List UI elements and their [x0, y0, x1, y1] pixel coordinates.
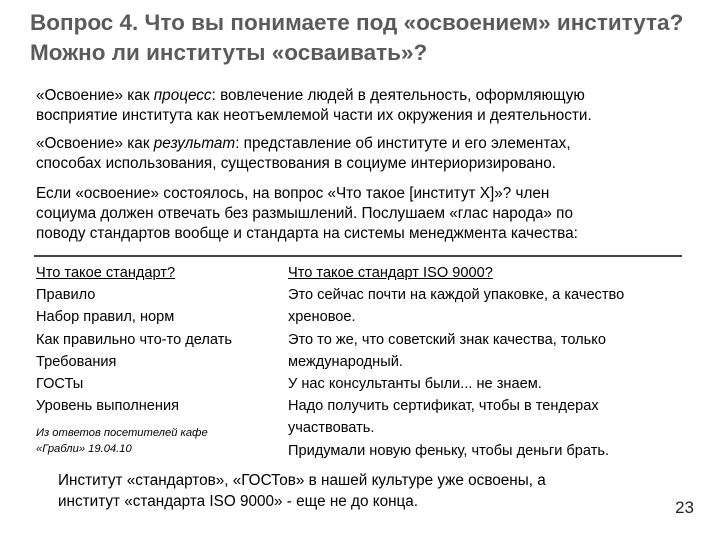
process-term: процесс [153, 87, 212, 104]
divider-line [34, 255, 682, 257]
left-list-item: Уровень выполнения [36, 398, 180, 415]
process-text: : вовлечение людей в деятельность, оформляющую восприятие института как неотъемлемой части их окружения и деятельности. [36, 87, 592, 124]
right-list-item: международный. [288, 353, 403, 370]
right-list-item: участвовать. [288, 420, 375, 437]
source-note: Из ответов посетителей кафе «Грабли» 19.04.10 [36, 427, 208, 455]
left-column [36, 262, 281, 417]
process-definition [36, 86, 696, 126]
slide-title: Вопрос 4. Что вы понимаете под «освоением» института? Можно ли институты «осваивать»? [30, 10, 684, 65]
result-definition [36, 134, 696, 174]
left-list-item: Требования [36, 353, 117, 370]
right-list-item: У нас консультанты были... не знаем. [288, 376, 542, 393]
result-term: результат [153, 135, 236, 152]
right-list-item: хреновое. [288, 309, 356, 326]
right-list-item: Это то же, что советский знак качества, только [288, 331, 606, 348]
right-list-item: Это сейчас почти на каждой упаковке, а качество [288, 287, 625, 304]
left-list-item: Набор правил, норм [36, 309, 175, 326]
result-prefix: «Освоение» как [36, 135, 154, 152]
conclusion-text: Институт «стандартов», «ГОСТов» в нашей культуре уже освоены, а институт «стандарта ISO 9000» - еще не до конца. [58, 472, 546, 510]
page-number: 23 [675, 498, 694, 517]
right-column-header: Что такое стандарт ISO 9000? [288, 265, 493, 281]
right-list-item: Надо получить сертификат, чтобы в тендерах [288, 398, 599, 415]
voice-of-people-intro: Если «освоение» состоялось, на вопрос «Что такое [институт X]»? член социума должен отвечать без размышлений. Послушаем «глас народа» по поводу стандартов вообще и стандарта на системы менеджмента качества: [36, 185, 578, 242]
left-list-item: Как правильно что-то делать [36, 331, 232, 348]
left-column-header: Что такое стандарт? [36, 265, 176, 281]
process-prefix: «Освоение» как [36, 87, 154, 104]
right-list-item: Придумали новую феньку, чтобы деньги брать. [288, 442, 610, 459]
result-text: : представление об институте и его элементах, способах использования, существования в социуме интериоризировано. [36, 135, 571, 172]
left-list-item: Правило [36, 287, 96, 304]
left-list-item: ГОСТы [36, 376, 84, 393]
right-column [288, 262, 708, 462]
